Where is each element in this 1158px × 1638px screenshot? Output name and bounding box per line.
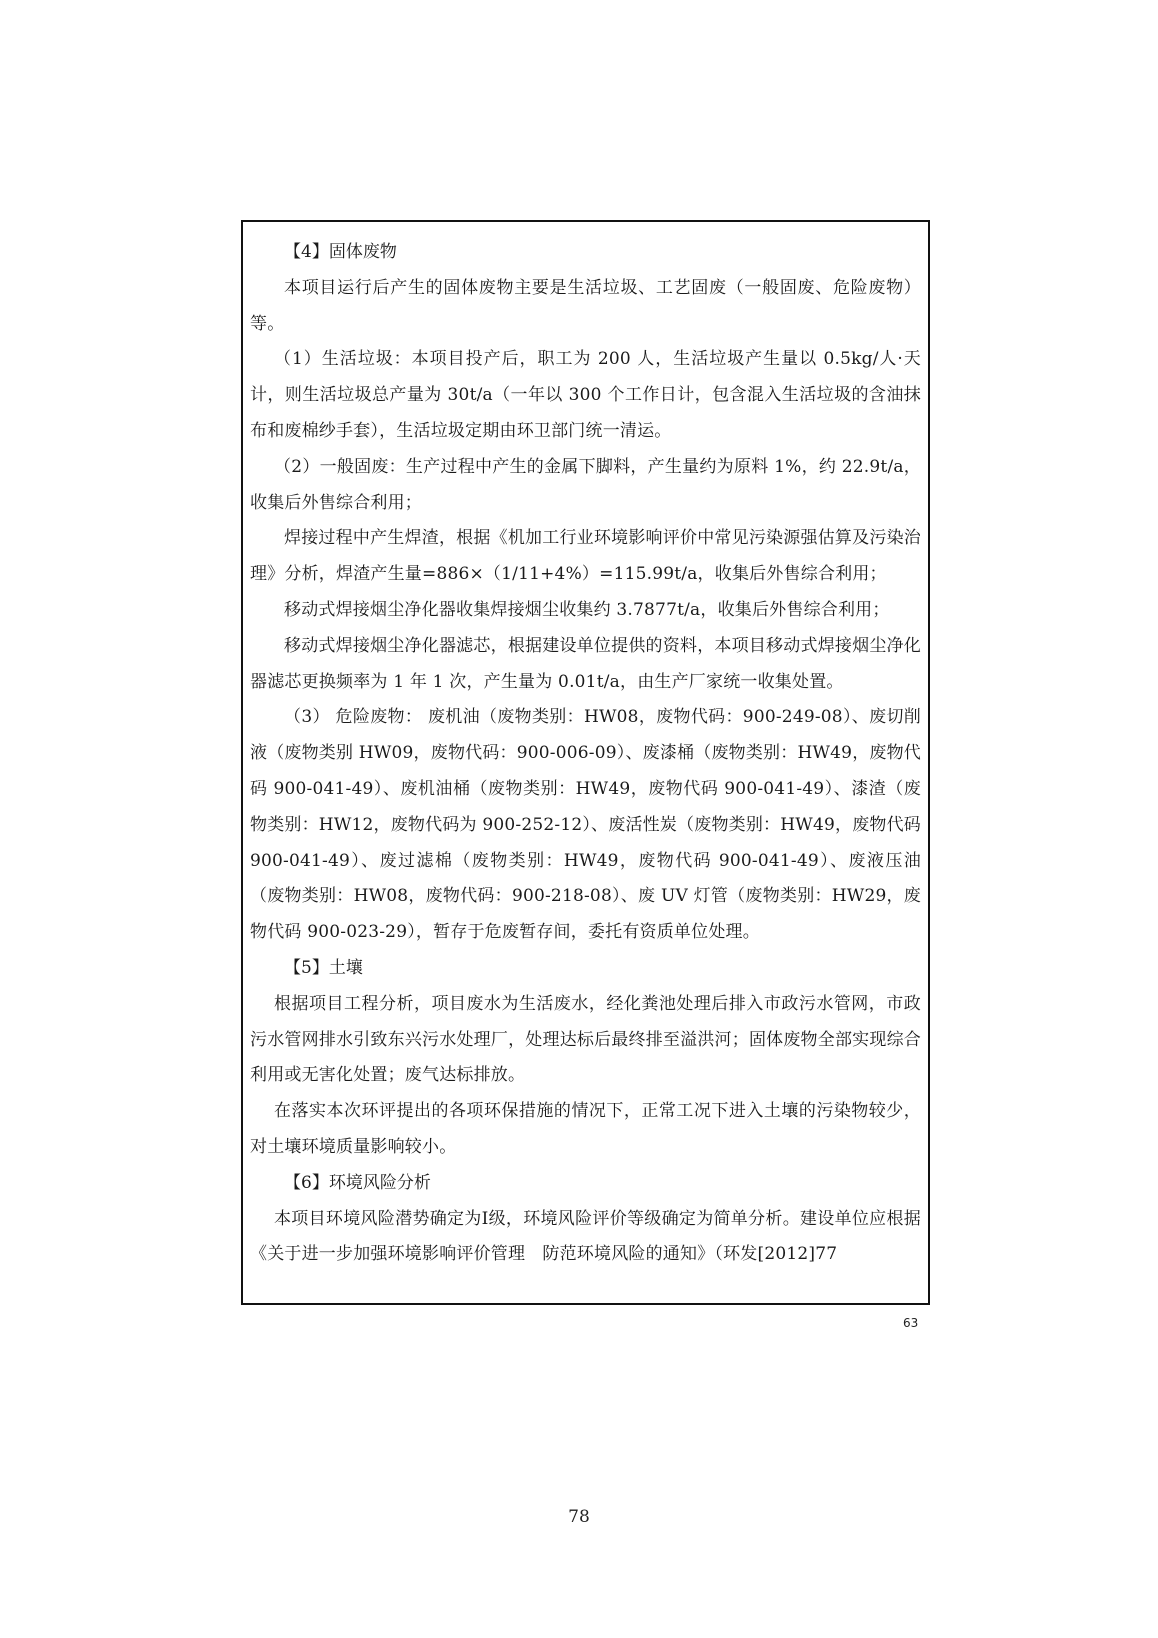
page-number: 78 xyxy=(568,1507,590,1527)
section-6-heading: 【6】环境风险分析 xyxy=(284,1172,431,1193)
section-6-paragraph-1: 本项目环境风险潜势确定为Ⅰ级，环境风险评价等级确定为简单分析。建设单位应根据《关于进一步加强环境影响评价管理 防范环境风险的通知》（环发[2012]77 xyxy=(250,1208,921,1265)
section-5-paragraph-1: 根据项目工程分析，项目废水为生活废水，经化粪池处理后排入市政污水管网，市政污水管网排水引致东兴污水处理厂，处理达标后最终排至溢洪河；固体废物全部实现综合利用或无害化处置；废气达标排放。 xyxy=(250,993,921,1086)
section-4-paragraph-3: （2）一般固废：生产过程中产生的金属下脚料，产生量约为原料 1%，约 22.9t/a，收集后外售综合利用； xyxy=(250,456,921,513)
section-4-paragraph-4: 焊接过程中产生焊渣，根据《机加工行业环境影响评价中常见污染源强估算及污染治理》分析，焊渣产生量=886×（1/11+4%）=115.99t/a，收集后外售综合利用； xyxy=(250,528,921,585)
content-frame xyxy=(241,220,930,1305)
section-4-paragraph-7: （3） 危险废物： 废机油（废物类别：HW08，废物代码：900-249-08）、废切削液（废物类别 HW09，废物代码：900-006-09）、废漆桶（废物类别：HW49，废物代码 900-041-49）、废机油桶（废物类别：HW49，废物代码 900-041-49）、漆渣（废物类别：HW12，废物代码为 900-252-12）、废活性炭（废物类别：HW49，废物代码 900-041-49）、废过滤棉（废物类别：HW49，废物代码 900-041-49）、废液压油（废物类别：HW08，废物代码：900-218-08）、废 UV 灯管（废物类别：HW29，废物代码 900-023-29），暂存于危废暂存间，委托有资质单位处理。 xyxy=(250,707,921,943)
section-4-paragraph-5: 移动式焊接烟尘净化器收集焊接烟尘收集约 3.7877t/a，收集后外售综合利用； xyxy=(284,599,890,620)
inner-page-number: 63 xyxy=(903,1316,919,1330)
section-4-heading: 【4】固体废物 xyxy=(284,242,397,262)
section-4-paragraph-6: 移动式焊接烟尘净化器滤芯，根据建设单位提供的资料，本项目移动式焊接烟尘净化器滤芯更换频率为 1 年 1 次，产生量为 0.01t/a，由生产厂家统一收集处置。 xyxy=(250,635,921,692)
section-5-heading: 【5】土壤 xyxy=(284,957,363,978)
section-4-paragraph-2: （1）生活垃圾：本项目投产后，职工为 200 人，生活垃圾产生量以 0.5kg/人·天计，则生活垃圾总产量为 30t/a（一年以 300 个工作日计，包含混入生活垃圾的含油抹布和废棉纱手套），生活垃圾定期由环卫部门统一清运。 xyxy=(250,349,921,441)
section-4-paragraph-1: 本项目运行后产生的固体废物主要是生活垃圾、工艺固废（一般固废、危险废物）等。 xyxy=(250,277,921,334)
section-5-paragraph-2: 在落实本次环评提出的各项环保措施的情况下，正常工况下进入土壤的污染物较少，对土壤环境质量影响较小。 xyxy=(250,1101,921,1157)
